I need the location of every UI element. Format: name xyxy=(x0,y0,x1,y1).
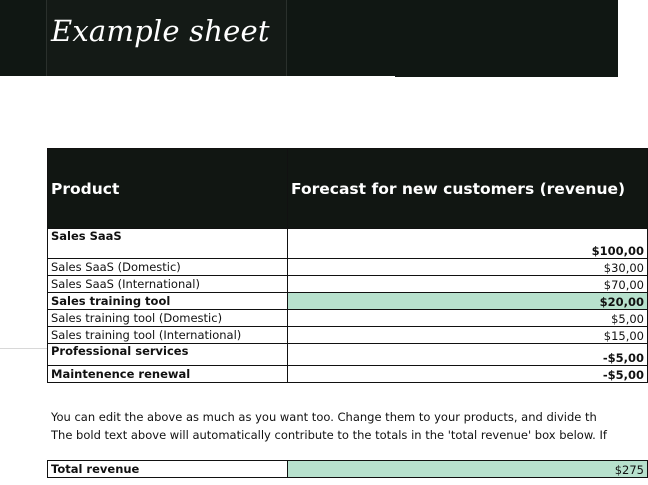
forecast-cell[interactable]: $5,00 xyxy=(288,310,648,327)
table-row xyxy=(48,229,648,259)
banner-strip xyxy=(395,74,618,77)
table-row xyxy=(48,366,648,383)
product-cell[interactable]: Sales training tool (Domestic) xyxy=(48,310,288,327)
product-cell[interactable]: Sales SaaS xyxy=(48,229,288,259)
sheet-title: Example sheet xyxy=(51,14,270,48)
forecast-cell[interactable]: $15,00 xyxy=(288,327,648,344)
product-cell[interactable]: Sales training tool (International) xyxy=(48,327,288,344)
forecast-cell[interactable]: -$5,00 xyxy=(288,366,648,383)
instruction-note[interactable]: You can edit the above as much as you want too. Change them to your products, and divide th xyxy=(51,410,597,424)
table-header-row xyxy=(48,149,648,229)
forecast-cell[interactable]: $100,00 xyxy=(288,229,648,259)
forecast-cell[interactable]: $30,00 xyxy=(288,259,648,276)
product-cell[interactable]: Maintenence renewal xyxy=(48,366,288,383)
grid-divider xyxy=(286,0,287,76)
table-row xyxy=(48,327,648,344)
forecast-cell[interactable]: $20,00 xyxy=(288,293,648,310)
grid-divider xyxy=(46,0,47,76)
total-revenue-table xyxy=(47,460,648,478)
product-cell[interactable]: Sales SaaS (International) xyxy=(48,276,288,293)
product-cell[interactable]: Professional services xyxy=(48,344,288,366)
forecast-cell[interactable]: $70,00 xyxy=(288,276,648,293)
forecast-table xyxy=(47,148,648,383)
forecast-cell[interactable]: -$5,00 xyxy=(288,344,648,366)
product-cell[interactable]: Sales training tool xyxy=(48,293,288,310)
header-forecast-label: Forecast for new customers (revenue) xyxy=(291,179,626,198)
total-row xyxy=(48,461,648,478)
gridline xyxy=(0,348,47,349)
header-forecast[interactable] xyxy=(288,149,648,229)
instruction-note[interactable]: The bold text above will automatically contribute to the totals in the 'total revenue' box below. If xyxy=(51,428,607,442)
total-value-cell[interactable]: $275 xyxy=(288,461,648,478)
total-label-cell[interactable]: Total revenue xyxy=(48,461,288,478)
header-banner xyxy=(0,0,618,76)
table-row xyxy=(48,310,648,327)
product-cell[interactable]: Sales SaaS (Domestic) xyxy=(48,259,288,276)
table-row xyxy=(48,276,648,293)
header-product[interactable]: Product xyxy=(48,149,288,229)
table-row xyxy=(48,344,648,366)
table-row xyxy=(48,259,648,276)
table-row xyxy=(48,293,648,310)
